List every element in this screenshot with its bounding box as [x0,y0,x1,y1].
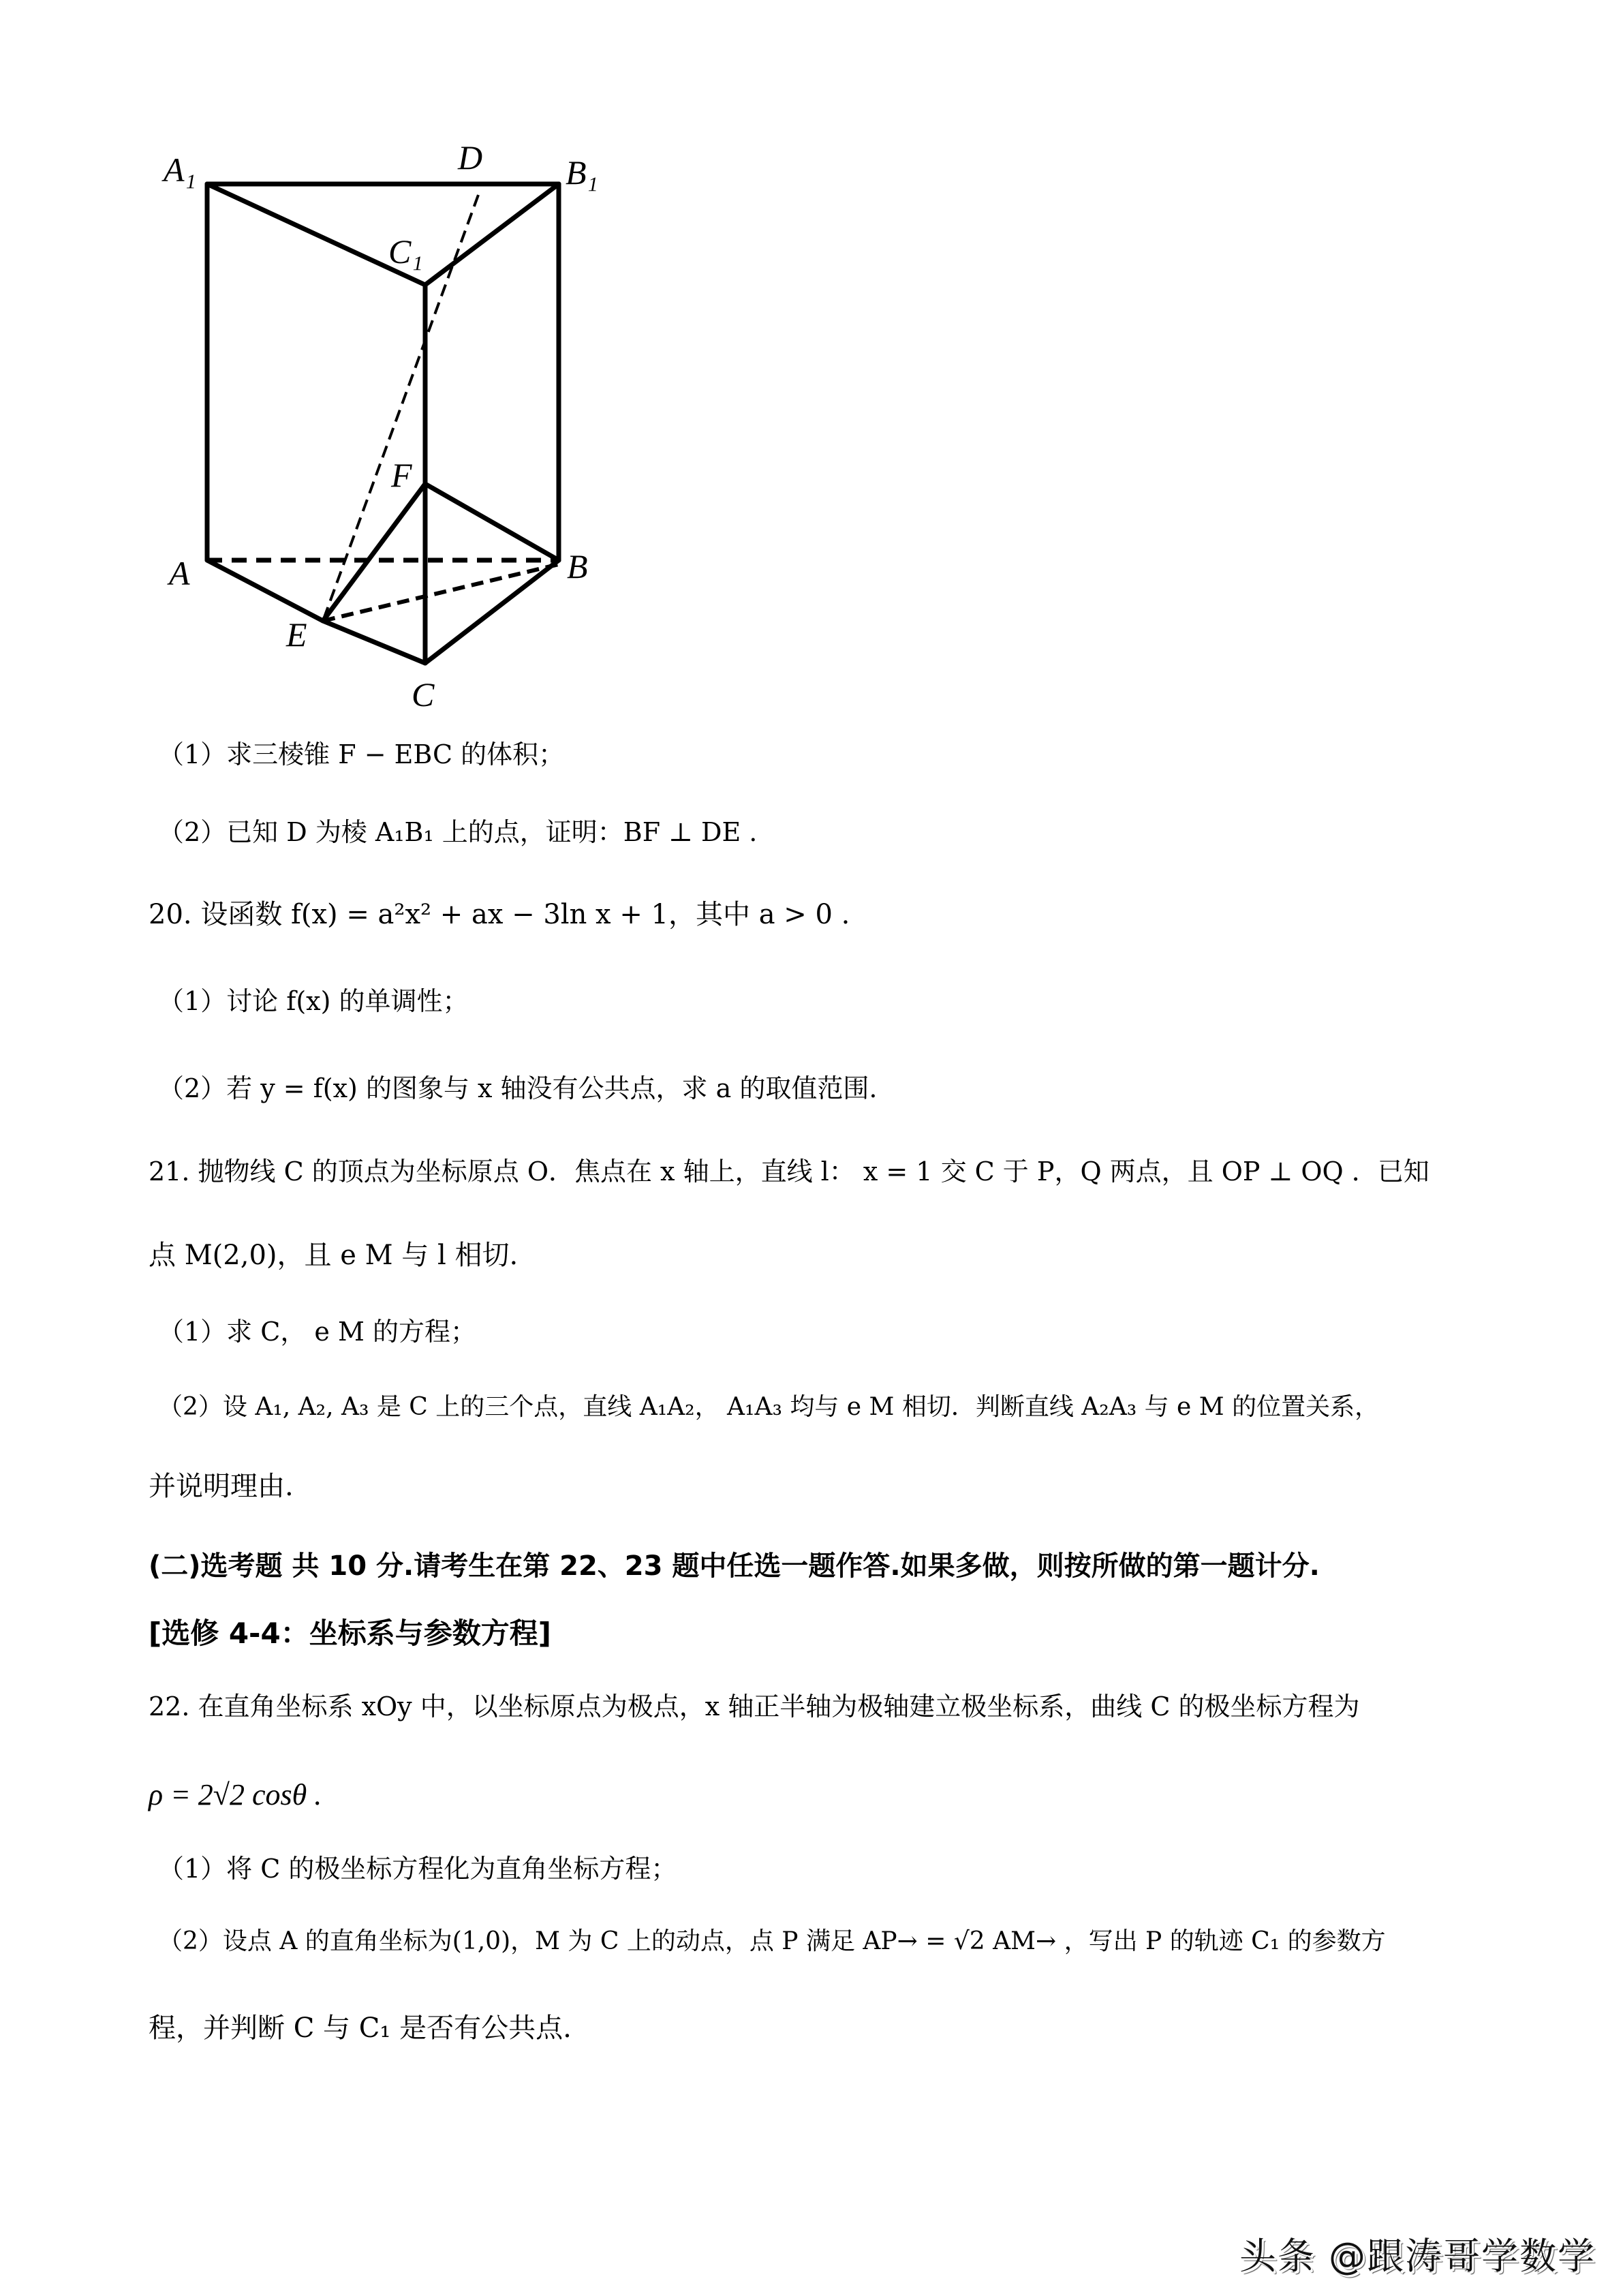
vertex-label-F: F [391,456,412,494]
q21-stem-line1: 21. 抛物线 C 的顶点为坐标原点 O．焦点在 x 轴上，直线 l： x = 1 交 C 于 P，Q 两点，且 OP ⊥ OQ ．已知 [149,1157,1429,1187]
q22-part2-line2: 程，并判断 C 与 C₁ 是否有公共点. [149,2012,572,2044]
vertex-label-B: B [567,547,588,585]
q21-stem-line2: 点 M(2,0)，且 e M 与 l 相切. [149,1240,519,1271]
q19-part2: （2）已知 D 为棱 A₁B₁ 上的点，证明：BF ⊥ DE . [158,817,758,847]
q21-part2-line1: （2）设 A₁, A₂, A₃ 是 C 上的三个点，直线 A₁A₂， A₁A₃ 均与 e M 相切．判断直线 A₂A₃ 与 e M 的位置关系， [158,1393,1380,1421]
q20-stem: 20. 设函数 f(x) = a²x² + ax − 3ln x + 1，其中 a > 0 . [149,899,850,930]
q22-stem-line2: ρ = 2√2 cosθ . [149,1778,322,1811]
section-heading: (二)选考题 共 10 分.请考生在第 22、23 题中任选一题作答.如果多做，则按所做的第一题计分. [149,1550,1320,1582]
q20-part1: （1）讨论 f(x) 的单调性； [158,986,469,1016]
q22-part1: （1）将 C 的极坐标方程化为直角坐标方程； [158,1854,677,1884]
vertex-label-B1: B₁ [566,153,598,192]
q20-part2: （2）若 y = f(x) 的图象与 x 轴没有公共点，求 a 的取值范围. [158,1073,878,1103]
q21-part1: （1）求 C， e M 的方程； [158,1317,476,1347]
vertex-label-E: E [286,615,307,654]
prism-diagram [150,129,640,729]
vertex-label-A: A [169,554,190,592]
vertex-label-A1: A₁ [164,151,196,189]
q22-part2-line1: （2）设点 A 的直角坐标为(1,0)，M 为 C 上的动点，点 P 满足 AP→ = √2 AM→ ，写出 P 的轨迹 C₁ 的参数方 [158,1927,1386,1955]
vertex-label-C: C [412,675,435,714]
section-subheading: [选修 4-4：坐标系与参数方程] [149,1617,551,1650]
q22-stem-line1: 22. 在直角坐标系 xOy 中，以坐标原点为极点，x 轴正半轴为极轴建立极坐标系，曲线 C 的极坐标方程为 [149,1692,1360,1721]
prism-figure [150,129,640,729]
q21-part2-line2: 并说明理由. [149,1471,294,1502]
vertex-label-D: D [458,138,483,177]
q19-part1: （1）求三棱锥 F − EBC 的体积； [158,739,565,769]
watermark: 头条 @跟涛哥学数学 [1239,2235,1596,2278]
vertex-label-C1: C₁ [388,232,423,271]
